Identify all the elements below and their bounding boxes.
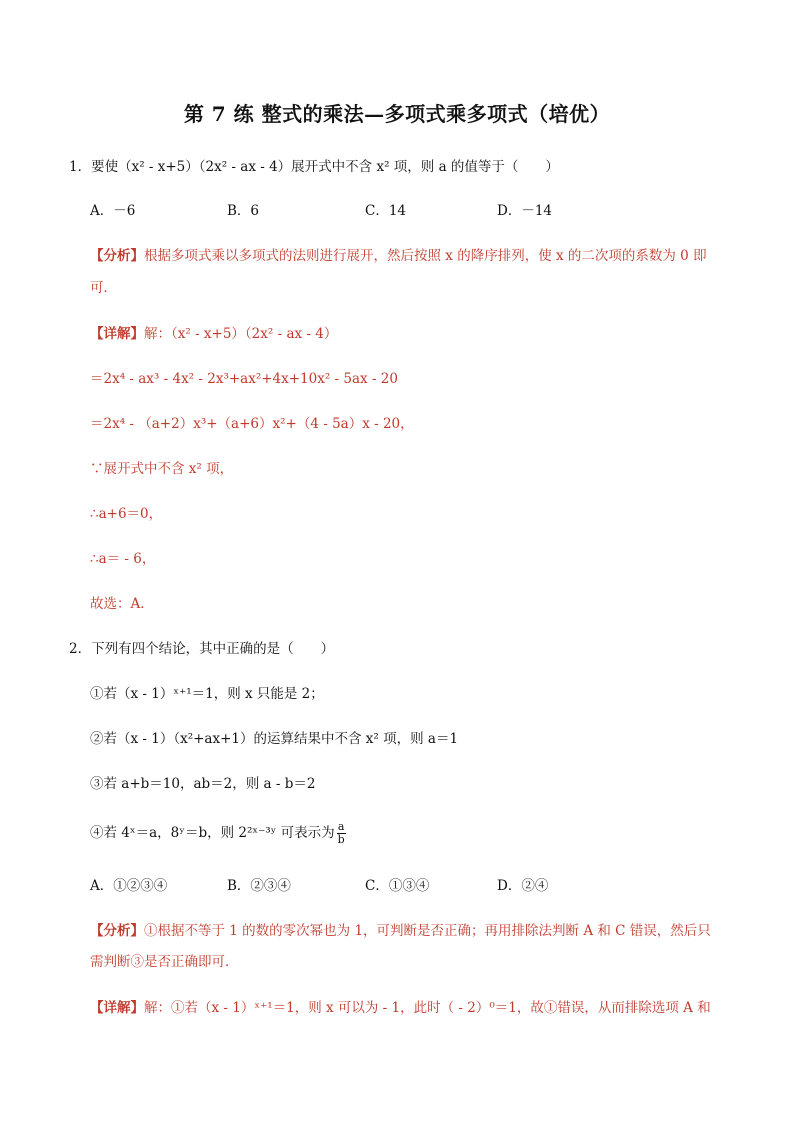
q1-option-a: A．－6: [90, 203, 136, 219]
q2-detail-tag: 【详解】: [90, 1000, 144, 1016]
q2-option-d: D．②④: [497, 878, 549, 894]
q2-detail-line-1: 解：①若（x - 1）ˣ⁺¹＝1，则 x 可以为 - 1，此时（ - 2）⁰＝1，故①错误，从而排除选项 A 和: [144, 1000, 711, 1016]
q1-detail-line-2: ＝2x⁴ - ax³ - 4x² - 2x³+ax²+4x+10x² - 5ax - 20: [90, 371, 398, 387]
fraction-a-over-b: [337, 821, 346, 846]
q2-analysis-tag: 【分析】: [90, 923, 144, 939]
fraction-denominator: b: [337, 833, 345, 846]
q2-item-1: ①若（x - 1）ˣ⁺¹＝1，则 x 只能是 2；: [90, 686, 324, 702]
q1-detail-line-6: ∴a＝ - 6，: [90, 551, 156, 567]
q2-item-2: ②若（x - 1）（x²+ax+1）的运算结果中不含 x² 项，则 a＝1: [90, 731, 459, 747]
page-title: 第 7 练 整式的乘法—多项式乘多项式（培优）: [183, 102, 611, 126]
q2-item-4: [90, 821, 346, 846]
q1-detail-line-4: ∵展开式中不含 x² 项，: [90, 461, 234, 477]
q1-analysis: [90, 246, 707, 266]
q1-analysis-tag: 【分析】: [90, 248, 144, 264]
q2-detail: [90, 998, 711, 1018]
q2-analysis-line-1: ①根据不等于 1 的数的零次幂也为 1，可判断是否正确；再用排除法判断 A 和 C 错误，然后只: [144, 923, 711, 939]
q1-detail-line-1: 解：（x² - x+5）（2x² - ax - 4）: [144, 326, 338, 342]
q1-analysis-line-2: 可．: [90, 280, 117, 296]
q2-option-c: C．①③④: [365, 878, 430, 894]
q1-option-d: D．－14: [497, 203, 553, 219]
q1-detail-tag: 【详解】: [90, 326, 144, 342]
q1-option-c: C．14: [365, 203, 407, 219]
q2-option-b: B．②③④: [227, 878, 291, 894]
question-1-stem: 1．要使（x² - x+5）（2x² - ax - 4）展开式中不含 x² 项，则 a 的值等于（ ）: [69, 159, 559, 175]
q2-analysis-line-2: 需判断③是否正确即可．: [90, 954, 239, 970]
q2-analysis: [90, 921, 711, 941]
q1-analysis-line-1: 根据多项式乘以多项式的法则进行展开，然后按照 x 的降序排列，使 x 的二次项的系数为 0 即: [144, 248, 707, 264]
fraction-numerator: a: [337, 820, 345, 833]
q1-option-b: B．6: [227, 203, 260, 219]
q1-detail: [90, 324, 337, 344]
q2-option-a: A．①②③④: [90, 878, 168, 894]
q1-detail-line-7: 故选：A．: [90, 596, 154, 612]
q2-item-3: ③若 a+b＝10，ab＝2，则 a - b＝2: [90, 776, 316, 792]
q1-detail-line-3: ＝2x⁴ - （a+2）x³+（a+6）x²+（4 - 5a）x - 20，: [90, 416, 414, 432]
q2-item-4-text: ④若 4ˣ＝a，8ʸ＝b，则 2²ˣ⁻³ʸ 可表示为: [90, 825, 335, 841]
q1-detail-line-5: ∴a+6＝0，: [90, 506, 163, 522]
question-2-stem: 2．下列有四个结论，其中正确的是（ ）: [69, 641, 335, 657]
